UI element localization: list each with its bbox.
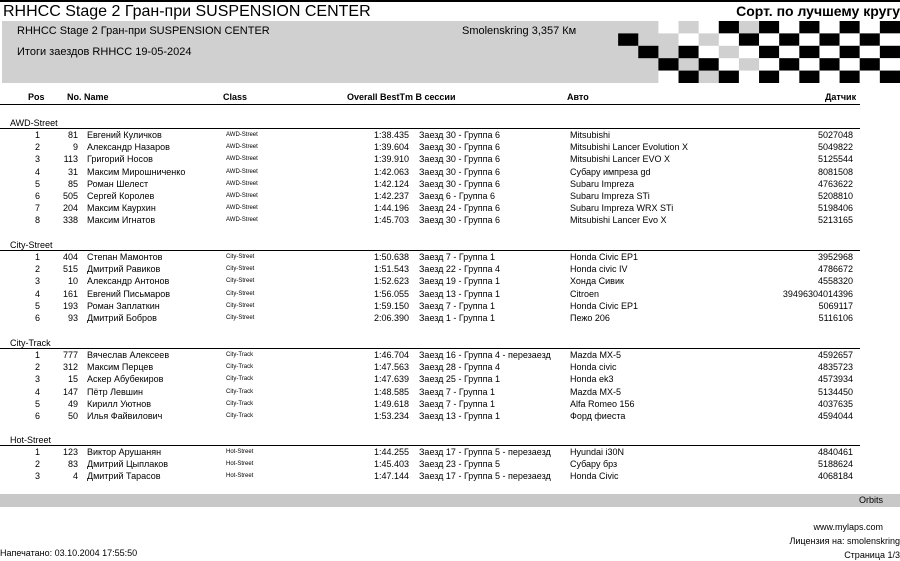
cell-name: Дмитрий Цыплаков bbox=[87, 459, 169, 470]
cell-sensor: 5213165 bbox=[817, 215, 853, 226]
cell-class: City-Street bbox=[226, 254, 255, 260]
cell-class: City-Street bbox=[226, 266, 255, 273]
col-car: Авто bbox=[567, 92, 589, 102]
class-divider bbox=[0, 128, 860, 129]
cell-number: 81 bbox=[67, 130, 78, 140]
table-row bbox=[0, 447, 900, 459]
cell-best-time: 1:39.910 bbox=[373, 154, 409, 165]
cell-car: Citroen bbox=[570, 288, 600, 299]
cell-class: AWD-Street bbox=[226, 168, 258, 175]
cell-session: Заезд 7 - Группа 1 bbox=[419, 252, 495, 262]
cell-best-time: 1:47.144 bbox=[373, 471, 409, 482]
cell-best-time: 1:47.563 bbox=[373, 362, 409, 373]
cell-best-time: 1:45.703 bbox=[373, 215, 409, 226]
cell-pos: 2 bbox=[34, 142, 40, 153]
table-row bbox=[0, 350, 900, 362]
cell-number: 9 bbox=[72, 142, 78, 153]
cell-sensor: 4763622 bbox=[817, 178, 853, 189]
header-divider bbox=[0, 104, 860, 105]
cell-number: 147 bbox=[62, 386, 78, 397]
cell-best-time: 1:46.704 bbox=[373, 350, 409, 360]
cell-session: Заезд 23 - Группа 5 bbox=[419, 459, 500, 470]
cell-session: Заезд 16 - Группа 4 - перезаезд bbox=[419, 350, 551, 360]
cell-name: Вячеслав Алексеев bbox=[87, 350, 170, 360]
cell-session: Заезд 7 - Группа 1 bbox=[419, 398, 495, 409]
cell-session: Заезд 7 - Группа 1 bbox=[419, 300, 495, 311]
cell-sensor: 4592657 bbox=[817, 350, 853, 360]
cell-number: 505 bbox=[62, 191, 78, 201]
cell-car: Hyundai i30N bbox=[570, 447, 625, 457]
cell-session: Заезд 30 - Группа 6 bbox=[419, 178, 500, 189]
cell-class: Hot-Street bbox=[226, 449, 254, 455]
cell-session: Заезд 17 - Группа 5 - перезаезд bbox=[419, 447, 551, 457]
cell-pos: 3 bbox=[34, 374, 40, 385]
table-row bbox=[0, 399, 900, 411]
cell-best-time: 1:50.638 bbox=[373, 252, 409, 262]
cell-pos: 1 bbox=[34, 350, 40, 360]
cell-name: Дмитрий Бобров bbox=[87, 313, 157, 323]
cell-best-time: 2:06.390 bbox=[373, 313, 409, 323]
cell-number: 4 bbox=[72, 471, 78, 482]
cell-car: Mitsubishi bbox=[570, 130, 611, 140]
cell-name: Роман Шелест bbox=[87, 178, 149, 189]
cell-car: Mitsubishi Lancer EVO X bbox=[570, 154, 671, 165]
cell-session: Заезд 30 - Группа 6 bbox=[419, 166, 500, 177]
cell-name: Сергей Королев bbox=[87, 191, 155, 201]
cell-car: Mazda MX-5 bbox=[570, 386, 622, 397]
cell-session: Заезд 13 - Группа 1 bbox=[419, 288, 500, 299]
cell-name: Григорий Носов bbox=[87, 154, 153, 165]
cell-class: City-Track bbox=[226, 413, 254, 419]
cell-car: Honda civic bbox=[570, 362, 617, 373]
cell-pos: 7 bbox=[34, 203, 40, 214]
cell-number: 10 bbox=[67, 276, 78, 287]
cell-best-time: 1:48.585 bbox=[373, 386, 409, 397]
cell-car: Honda ek3 bbox=[570, 374, 614, 385]
cell-pos: 4 bbox=[34, 166, 40, 177]
cell-class: City-Street bbox=[226, 315, 255, 321]
cell-session: Заезд 17 - Группа 5 - перезаезд bbox=[419, 471, 551, 482]
cell-class: City-Street bbox=[226, 290, 255, 297]
cell-name: Александр Антонов bbox=[87, 276, 170, 287]
cell-car: Subaru Impreza STi bbox=[570, 191, 650, 201]
cell-name: Кирилл Уютнов bbox=[87, 398, 152, 409]
footer-band bbox=[0, 494, 900, 507]
class-title: AWD-Street bbox=[10, 118, 58, 128]
cell-session: Заезд 1 - Группа 1 bbox=[419, 313, 495, 323]
cell-best-time: 1:45.403 bbox=[373, 459, 409, 470]
cell-session: Заезд 6 - Группа 6 bbox=[419, 191, 495, 201]
cell-sensor: 5116106 bbox=[818, 313, 853, 323]
cell-name: Евгений Письмаров bbox=[87, 288, 171, 299]
cell-number: 312 bbox=[62, 362, 78, 373]
cell-class: AWD-Street bbox=[226, 205, 258, 212]
table-row bbox=[0, 130, 900, 142]
cell-pos: 2 bbox=[34, 264, 40, 275]
cell-class: AWD-Street bbox=[226, 132, 258, 138]
cell-name: Виктор Арушанян bbox=[87, 447, 162, 457]
cell-car: Mitsubishi Lancer Evolution X bbox=[570, 142, 689, 153]
cell-sensor: 5208810 bbox=[817, 191, 853, 201]
cell-class: AWD-Street bbox=[226, 180, 258, 187]
cell-pos: 4 bbox=[34, 288, 40, 299]
cell-best-time: 1:44.196 bbox=[373, 203, 409, 214]
cell-number: 85 bbox=[67, 178, 78, 189]
cell-pos: 1 bbox=[34, 252, 40, 262]
cell-car: Хонда Сивик bbox=[570, 276, 624, 287]
cell-number: 49 bbox=[67, 398, 78, 409]
cell-name: Максим Мирошниченко bbox=[87, 166, 186, 177]
cell-number: 777 bbox=[62, 350, 78, 360]
cell-best-time: 1:56.055 bbox=[373, 288, 409, 299]
cell-sensor: 3952968 bbox=[817, 252, 853, 262]
cell-pos: 2 bbox=[34, 362, 40, 373]
cell-session: Заезд 30 - Группа 6 bbox=[419, 215, 500, 226]
class-divider bbox=[0, 445, 860, 446]
cell-name: Степан Мамонтов bbox=[87, 252, 163, 262]
cell-pos: 8 bbox=[34, 215, 40, 226]
cell-name: Евгений Куличков bbox=[87, 130, 162, 140]
cell-number: 50 bbox=[67, 411, 78, 421]
cell-class: City-Track bbox=[226, 400, 254, 407]
table-row bbox=[0, 142, 900, 154]
cell-best-time: 1:42.124 bbox=[373, 178, 409, 189]
table-row bbox=[0, 276, 900, 288]
cell-session: Заезд 30 - Группа 6 bbox=[419, 142, 500, 153]
cell-pos: 6 bbox=[34, 411, 40, 421]
table-row bbox=[0, 459, 900, 471]
cell-sensor: 5027048 bbox=[817, 130, 853, 140]
cell-best-time: 1:47.639 bbox=[373, 374, 409, 385]
table-row bbox=[0, 215, 900, 227]
cell-number: 515 bbox=[62, 264, 78, 275]
cell-pos: 5 bbox=[34, 398, 40, 409]
cell-number: 15 bbox=[67, 374, 78, 385]
cell-best-time: 1:42.237 bbox=[373, 191, 409, 201]
cell-pos: 5 bbox=[34, 178, 40, 189]
cell-name: Илья Файвилович bbox=[87, 411, 163, 421]
cell-sensor: 5134450 bbox=[817, 386, 853, 397]
cell-class: City-Track bbox=[226, 352, 254, 358]
cell-best-time: 1:44.255 bbox=[373, 447, 409, 457]
cell-car: Honda Civic EP1 bbox=[570, 252, 639, 262]
cell-pos: 1 bbox=[34, 130, 40, 140]
cell-best-time: 1:38.435 bbox=[373, 130, 409, 140]
class-divider bbox=[0, 348, 860, 349]
cell-car: Субару брз bbox=[570, 459, 618, 470]
table-row bbox=[0, 191, 900, 203]
table-row bbox=[0, 387, 900, 399]
cell-class: Hot-Street bbox=[226, 473, 254, 480]
cell-sensor: 5125544 bbox=[817, 154, 853, 165]
cell-class: Hot-Street bbox=[226, 461, 254, 468]
website-link[interactable]: www.mylaps.com bbox=[813, 522, 883, 532]
table-row bbox=[0, 154, 900, 166]
cell-sensor: 5188624 bbox=[817, 459, 853, 470]
table-row bbox=[0, 471, 900, 483]
table-row bbox=[0, 179, 900, 191]
page-number: Страница 1/3 bbox=[844, 550, 900, 560]
cell-session: Заезд 19 - Группа 1 bbox=[419, 276, 500, 287]
cell-car: Форд фиеста bbox=[570, 411, 626, 421]
table-row bbox=[0, 301, 900, 313]
orbits-label: Orbits bbox=[858, 495, 883, 505]
cell-number: 161 bbox=[62, 288, 78, 299]
cell-sensor: 4068184 bbox=[817, 471, 853, 482]
cell-number: 338 bbox=[62, 215, 78, 226]
cell-number: 123 bbox=[62, 447, 78, 457]
cell-session: Заезд 13 - Группа 1 bbox=[419, 411, 500, 421]
cell-sensor: 39496304014396 bbox=[782, 288, 853, 299]
table-row bbox=[0, 411, 900, 423]
cell-car: Honda civic IV bbox=[570, 264, 628, 275]
cell-best-time: 1:52.623 bbox=[373, 276, 409, 287]
cell-session: Заезд 7 - Группа 1 bbox=[419, 386, 495, 397]
cell-session: Заезд 25 - Группа 1 bbox=[419, 374, 500, 385]
table-row bbox=[0, 362, 900, 374]
event-subtitle: RHHCC Stage 2 Гран-при SUSPENSION CENTER bbox=[17, 25, 270, 37]
cell-pos: 1 bbox=[34, 447, 40, 457]
printed-date: Напечатано: 03.10.2004 17:55:50 bbox=[0, 548, 138, 558]
cell-number: 113 bbox=[63, 154, 78, 165]
cell-name: Роман Заплаткин bbox=[87, 300, 160, 311]
cell-pos: 3 bbox=[34, 154, 40, 165]
cell-number: 204 bbox=[62, 203, 78, 214]
track-info: Smolenskring 3,357 Км bbox=[462, 25, 577, 37]
cell-best-time: 1:53.234 bbox=[373, 411, 409, 421]
col-class: Class bbox=[223, 92, 248, 102]
cell-name: Дмитрий Равиков bbox=[87, 264, 161, 275]
cell-car: Mazda MX-5 bbox=[570, 350, 622, 360]
cell-best-time: 1:42.063 bbox=[373, 166, 409, 177]
cell-session: Заезд 30 - Группа 6 bbox=[419, 154, 500, 165]
cell-pos: 4 bbox=[34, 386, 40, 397]
cell-sensor: 4835723 bbox=[817, 362, 853, 373]
report-title: RHHCC Stage 2 Гран-при SUSPENSION CENTER bbox=[3, 3, 371, 20]
cell-number: 193 bbox=[62, 300, 78, 311]
cell-name: Максим Каурхин bbox=[87, 203, 156, 214]
cell-sensor: 4594044 bbox=[817, 411, 853, 421]
cell-name: Александр Назаров bbox=[87, 142, 170, 153]
class-title: City-Street bbox=[10, 240, 53, 250]
cell-car: Subaru Impreza WRX STi bbox=[570, 203, 674, 214]
cell-number: 93 bbox=[67, 313, 78, 323]
cell-best-time: 1:51.543 bbox=[373, 264, 409, 275]
cell-sensor: 4840461 bbox=[817, 447, 853, 457]
cell-pos: 5 bbox=[34, 300, 40, 311]
cell-class: AWD-Street bbox=[226, 156, 258, 163]
class-title: City-Track bbox=[10, 338, 51, 348]
cell-class: AWD-Street bbox=[226, 193, 258, 199]
cell-class: City-Track bbox=[226, 364, 254, 371]
cell-session: Заезд 28 - Группа 4 bbox=[419, 362, 500, 373]
cell-car: Honda Civic EP1 bbox=[570, 300, 639, 311]
license-label: Лицензия на: smolenskring bbox=[789, 536, 900, 546]
cell-pos: 3 bbox=[34, 276, 40, 287]
cell-car: Mitsubishi Lancer Evo X bbox=[570, 215, 667, 226]
cell-number: 404 bbox=[62, 252, 78, 262]
cell-session: Заезд 24 - Группа 6 bbox=[419, 203, 500, 214]
cell-best-time: 1:49.618 bbox=[373, 398, 409, 409]
sort-label: Сорт. по лучшему кругу bbox=[736, 3, 900, 19]
cell-sensor: 5069117 bbox=[818, 300, 853, 311]
cell-class: City-Street bbox=[226, 302, 255, 309]
cell-car: Honda Civic bbox=[570, 471, 619, 482]
cell-best-time: 1:39.604 bbox=[373, 142, 409, 153]
cell-name: Пётр Левшин bbox=[87, 386, 144, 397]
class-divider bbox=[0, 250, 860, 251]
cell-name: Аскер Абубекиров bbox=[87, 374, 164, 385]
cell-sensor: 5198406 bbox=[817, 203, 853, 214]
cell-number: 83 bbox=[67, 459, 78, 470]
cell-pos: 6 bbox=[34, 191, 40, 201]
cell-sensor: 8081508 bbox=[817, 166, 853, 177]
cell-car: Субару импреза gd bbox=[570, 166, 651, 177]
header-band bbox=[2, 21, 900, 83]
col-best: Overall BestTm В сессии bbox=[347, 92, 456, 102]
cell-session: Заезд 22 - Группа 4 bbox=[419, 264, 500, 275]
cell-name: Дмитрий Тарасов bbox=[87, 471, 161, 482]
col-no-name: No. Name bbox=[67, 92, 109, 102]
report-title-bar bbox=[0, 0, 900, 21]
cell-pos: 2 bbox=[34, 459, 40, 470]
cell-session: Заезд 30 - Группа 6 bbox=[419, 130, 500, 140]
cell-class: City-Street bbox=[226, 278, 255, 285]
class-title: Hot-Street bbox=[10, 435, 52, 445]
cell-class: AWD-Street bbox=[226, 217, 258, 224]
cell-car: Alfa Romeo 156 bbox=[570, 398, 635, 409]
table-row bbox=[0, 289, 900, 301]
cell-pos: 3 bbox=[34, 471, 40, 482]
cell-sensor: 4037635 bbox=[817, 398, 853, 409]
table-row bbox=[0, 374, 900, 386]
table-row bbox=[0, 313, 900, 325]
cell-name: Максим Перцев bbox=[87, 362, 154, 373]
cell-sensor: 5049822 bbox=[817, 142, 853, 153]
col-sensor: Датчик bbox=[825, 92, 857, 102]
cell-pos: 6 bbox=[34, 313, 40, 323]
results-title: Итоги заездов RHHCC 19-05-2024 bbox=[17, 46, 192, 58]
table-row bbox=[0, 167, 900, 179]
cell-best-time: 1:59.150 bbox=[373, 300, 409, 311]
cell-sensor: 4558320 bbox=[817, 276, 853, 287]
cell-class: City-Track bbox=[226, 388, 254, 395]
cell-car: Пежо 206 bbox=[570, 313, 610, 323]
table-row bbox=[0, 264, 900, 276]
cell-class: City-Track bbox=[226, 376, 254, 383]
cell-sensor: 4786672 bbox=[817, 264, 853, 275]
cell-car: Subaru Impreza bbox=[570, 178, 635, 189]
cell-sensor: 4573934 bbox=[817, 374, 853, 385]
table-row bbox=[0, 252, 900, 264]
checkered-flag-icon bbox=[598, 21, 900, 83]
cell-class: AWD-Street bbox=[226, 144, 258, 151]
col-pos: Pos bbox=[28, 92, 45, 102]
table-row bbox=[0, 203, 900, 215]
cell-name: Максим Игнатов bbox=[87, 215, 156, 226]
cell-number: 31 bbox=[67, 166, 78, 177]
